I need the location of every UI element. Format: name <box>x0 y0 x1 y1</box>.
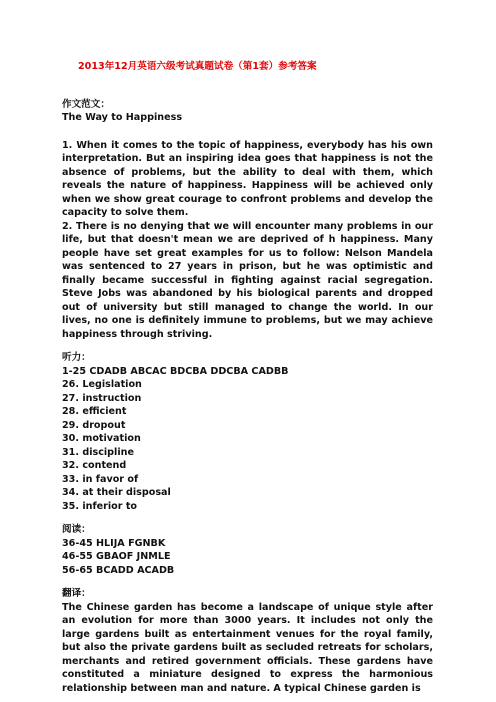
answer-line: 31. discipline <box>62 446 134 458</box>
translation-section <box>62 587 433 695</box>
essay-paragraph: 1. When it comes to the topic of happiness, everybody has his own interpretation. But an inspiring idea goes that happiness is not the absence of problems, but the ability to deal with them, which reveals the nature of happiness. Happiness will be achieved only when we show great courage to confront problems and develop the capacity to solve them. <box>62 139 433 218</box>
answer-line: 33. in favor of <box>62 473 139 485</box>
essay-label: 作文范文： <box>62 98 110 110</box>
answer-line: 34. at their disposal <box>62 487 171 498</box>
answer-line: 1-25 CDADB ABCAC BDCBA DDCBA CADBB <box>62 365 289 377</box>
translation-label: 翻译： <box>62 588 91 599</box>
answer-line: 26. Legislation <box>62 379 142 390</box>
document-title: 2013年12月英语六级考试真题试卷（第1套）参考答案 <box>78 61 317 72</box>
translation-paragraph: The Chinese garden has become a landscape of unique style after an evolution for more than 3000 years. It includes not only the large gardens built as entertainment venues for the royal family, but also the private gardens built as secluded retreats for scholars, merchants and retired government officials. These gardens have constituted a miniature designed to express the harmonious relationship between man and nature. A typical Chinese garden is <box>62 601 433 694</box>
reading-label: 阅读： <box>62 524 91 535</box>
listening-label: 听力： <box>62 352 91 363</box>
answer-line: 27. instruction <box>62 392 142 404</box>
reading-section <box>62 523 433 577</box>
answer-line: 32. contend <box>62 460 127 471</box>
essay-section <box>62 98 433 342</box>
answer-line: 29. dropout <box>62 419 126 431</box>
answer-line: 35. inferior to <box>62 500 137 512</box>
answer-line: 36-45 HLIJA FGNBK <box>62 537 166 549</box>
essay-paragraph: 2. There is no denying that we will encounter many problems in our life, but that doesn't mean we are deprived of h happiness. Many people have set great examples for us to follow: Nelson Mandela was sentenced to 27 years in prison, but he was optimistic and finally became successful in fighting against racial segregation. Steve Jobs was abandoned by his biological parents and dropped out of university but still managed to change the world. In our lives, no one is definitely immune to problems, but we may achieve happiness through striving. <box>62 220 433 340</box>
document-page <box>62 60 433 695</box>
answer-line: 46-55 GBAOF JNMLE <box>62 551 171 562</box>
answer-line: 30. motivation <box>62 433 141 444</box>
answer-line: 28. efficient <box>62 406 127 417</box>
listening-section <box>62 351 433 513</box>
essay-title: The Way to Happiness <box>62 112 183 123</box>
answer-line: 56-65 BCADD ACADB <box>62 564 175 576</box>
